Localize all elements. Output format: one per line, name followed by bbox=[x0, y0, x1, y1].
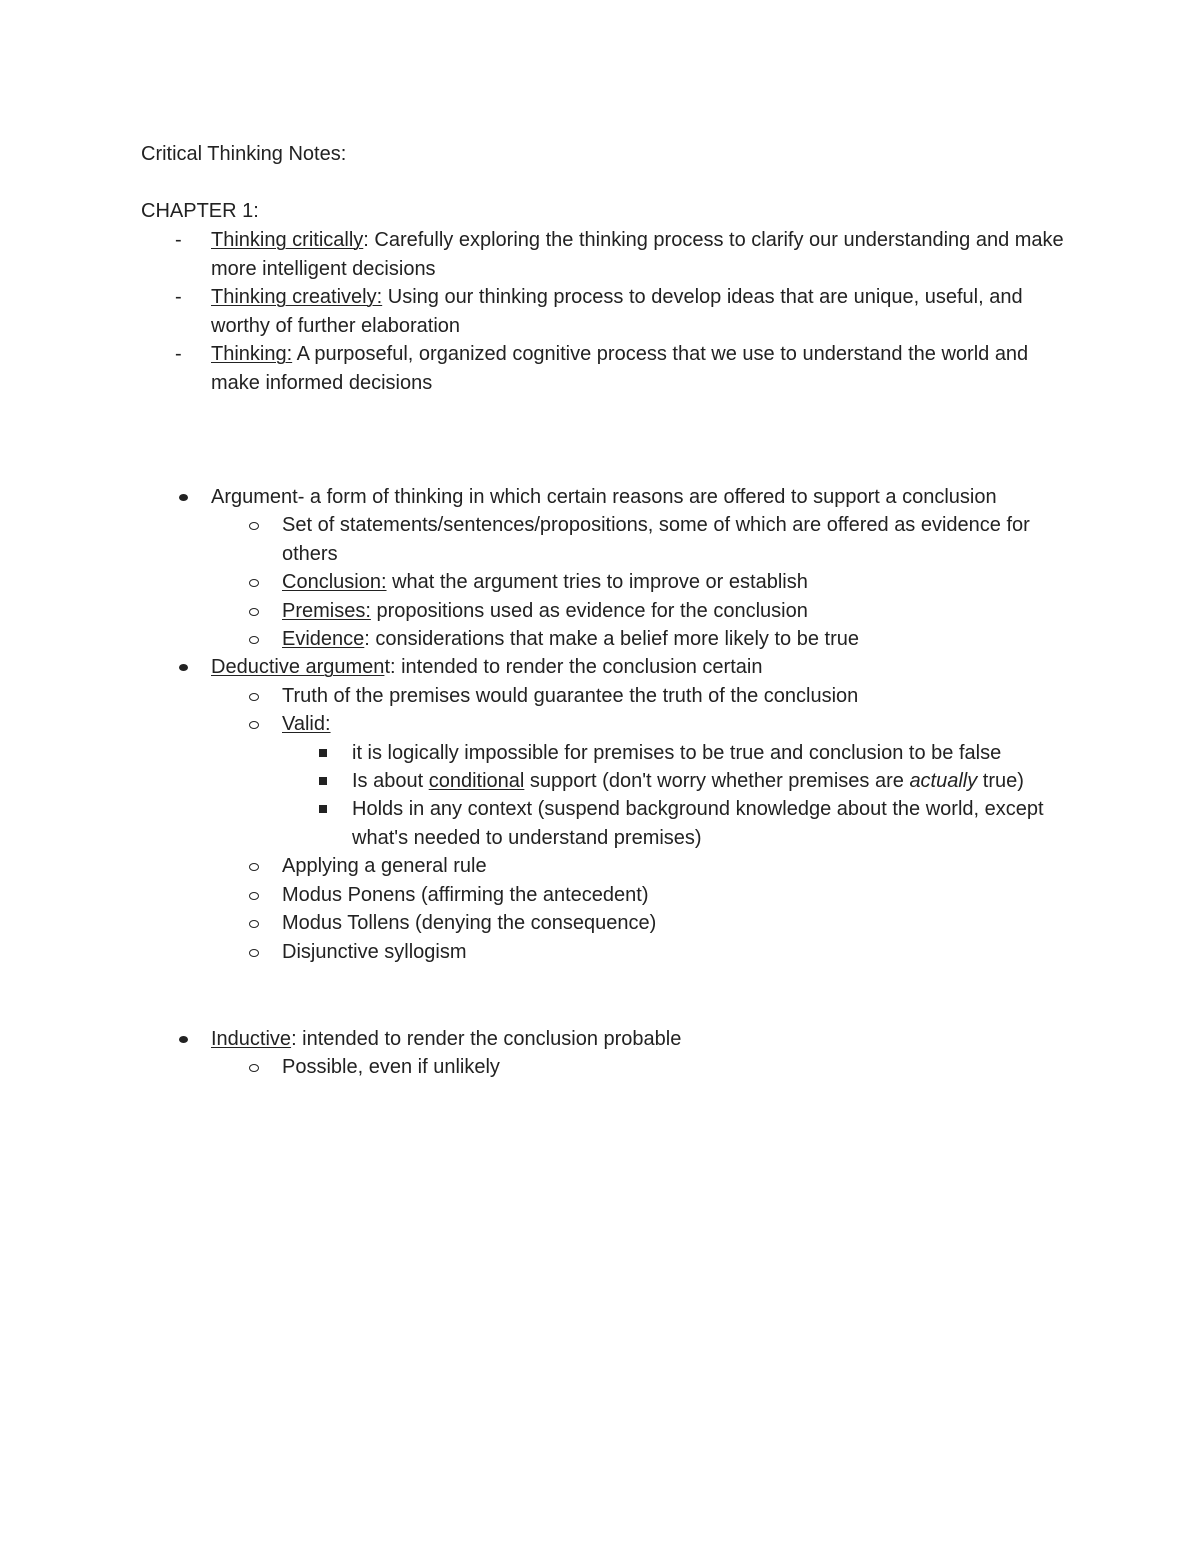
definition-text: Using our thinking process to develop ideas that are unique, useful, and worthy of further elaboration bbox=[211, 286, 1023, 337]
valid-point bbox=[282, 739, 1071, 767]
dash-marker: - bbox=[175, 229, 182, 251]
subitem-text: Set of statements/sentences/propositions, some of which are offered as evidence for others bbox=[282, 514, 1030, 565]
deductive-term: Deductive argumen bbox=[211, 656, 385, 679]
valid-term-tail: : bbox=[325, 713, 331, 736]
bullet-square-icon bbox=[319, 749, 327, 757]
valid-point-text: true) bbox=[977, 770, 1024, 793]
bullet-square-icon bbox=[319, 777, 327, 785]
argument-subitem bbox=[211, 568, 1071, 596]
definition-term: Thinking creatively: bbox=[211, 286, 383, 308]
bullet-circle-icon bbox=[249, 522, 259, 530]
subitem-text: propositions used as evidence for the conclusion bbox=[370, 599, 808, 622]
definition-term: Thinking: bbox=[211, 343, 293, 365]
dash-marker: - bbox=[175, 343, 182, 365]
definition-separator: : bbox=[363, 229, 375, 251]
definitions-list bbox=[141, 226, 1071, 397]
bullet-circle-icon bbox=[249, 863, 259, 871]
argument-subitem bbox=[211, 597, 1071, 625]
valid-points-list bbox=[282, 739, 1071, 853]
inductive-list bbox=[141, 1025, 1071, 1082]
deductive-subitem bbox=[211, 682, 1071, 710]
chapter-heading: CHAPTER 1: bbox=[141, 200, 259, 222]
deductive-subitem bbox=[211, 909, 1071, 937]
subitem-text: : considerations that make a belief more likely to be true bbox=[364, 628, 859, 651]
bullet-circle-icon bbox=[249, 721, 259, 729]
inductive-subitem bbox=[211, 1053, 1071, 1081]
valid-point-text: support (don't worry whether premises are bbox=[524, 770, 910, 793]
argument-sublist bbox=[211, 511, 1071, 653]
deductive-term-tail: t bbox=[384, 656, 390, 679]
bullet-circle-icon bbox=[249, 636, 259, 644]
subitem-text: Disjunctive syllogism bbox=[282, 940, 467, 963]
inductive-sublist bbox=[211, 1053, 1071, 1081]
subitem-text: Applying a general rule bbox=[282, 855, 487, 878]
emphasis-text: actually bbox=[909, 770, 978, 793]
definition-item bbox=[141, 226, 1071, 283]
definition-text: Carefully exploring the thinking process to clarify our understanding and make more intelligent decisions bbox=[211, 229, 1064, 280]
inductive-text: : intended to render the conclusion probable bbox=[291, 1028, 682, 1050]
document-title: Critical Thinking Notes: bbox=[141, 143, 347, 165]
deductive-subitem bbox=[211, 852, 1071, 880]
bullet-dot-icon bbox=[179, 494, 188, 501]
subitem-text: Truth of the premises would guarantee the truth of the conclusion bbox=[282, 684, 859, 707]
deductive-item bbox=[141, 653, 1071, 965]
conditional-term: conditional bbox=[428, 770, 525, 793]
deductive-sublist bbox=[211, 682, 1071, 966]
evidence-term: Evidence bbox=[282, 628, 365, 651]
subitem-text: what the argument tries to improve or establish bbox=[386, 571, 808, 594]
bullet-circle-icon bbox=[249, 1064, 259, 1072]
deductive-text: : intended to render the conclusion certain bbox=[390, 656, 763, 679]
argument-subitem bbox=[211, 625, 1071, 653]
bullet-circle-icon bbox=[249, 693, 259, 701]
argument-text: Argument- a form of thinking in which certain reasons are offered to support a conclusion bbox=[211, 486, 997, 508]
conclusion-term: Conclusion: bbox=[282, 571, 387, 594]
definition-text: A purposeful, organized cognitive process that we use to understand the world and make informed decisions bbox=[211, 343, 1029, 394]
valid-point-text: Is about bbox=[352, 770, 429, 793]
valid-point bbox=[282, 795, 1071, 852]
bullet-circle-icon bbox=[249, 892, 259, 900]
valid-point-text: Holds in any context (suspend background knowledge about the world, except what's needed to understand premises) bbox=[352, 798, 1044, 849]
argument-subitem bbox=[211, 511, 1071, 568]
valid-point bbox=[282, 767, 1071, 795]
bullet-circle-icon bbox=[249, 920, 259, 928]
deductive-subitem bbox=[211, 710, 1071, 852]
bullet-circle-icon bbox=[249, 608, 259, 616]
premises-term: Premises: bbox=[282, 599, 371, 622]
deductive-subitem bbox=[211, 881, 1071, 909]
valid-point-text: it is logically impossible for premises to be true and conclusion to be false bbox=[352, 741, 1002, 764]
argument-types-list bbox=[141, 483, 1071, 966]
definition-term: Thinking critically bbox=[211, 229, 364, 251]
argument-item bbox=[141, 483, 1071, 653]
dash-marker: - bbox=[175, 286, 182, 308]
deductive-subitem bbox=[211, 938, 1071, 966]
subitem-text: Possible, even if unlikely bbox=[282, 1056, 500, 1079]
inductive-term: Inductive bbox=[211, 1028, 292, 1050]
definition-item bbox=[141, 340, 1071, 397]
bullet-dot-icon bbox=[179, 1036, 188, 1043]
subitem-text: Modus Tollens (denying the consequence) bbox=[282, 912, 657, 935]
definition-item bbox=[141, 283, 1071, 340]
valid-term: Valid bbox=[282, 713, 325, 736]
inductive-item bbox=[141, 1025, 1071, 1082]
subitem-text: Modus Ponens (affirming the antecedent) bbox=[282, 883, 649, 906]
bullet-dot-icon bbox=[179, 664, 188, 671]
bullet-circle-icon bbox=[249, 949, 259, 957]
bullet-square-icon bbox=[319, 805, 327, 813]
bullet-circle-icon bbox=[249, 579, 259, 587]
